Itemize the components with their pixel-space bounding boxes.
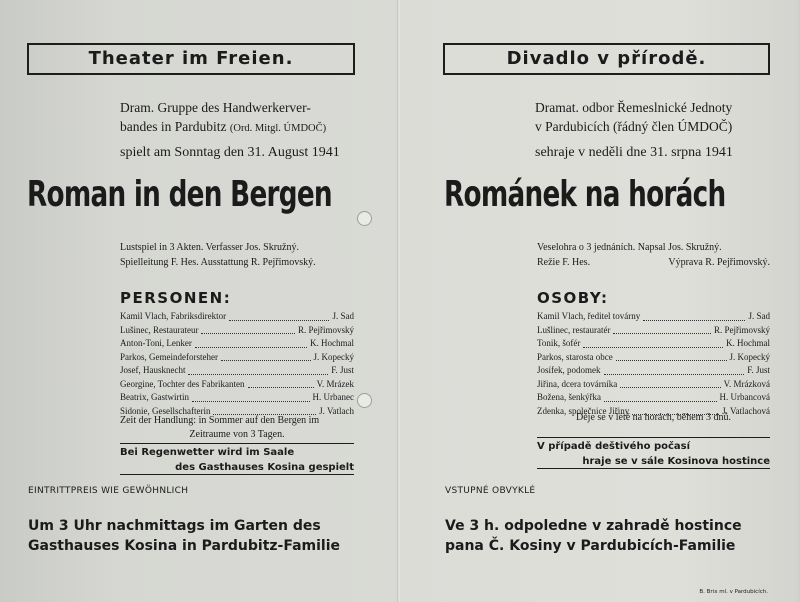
list-item <box>537 310 770 324</box>
czech-director: Režie F. Hes. <box>537 257 591 268</box>
list-item <box>120 324 354 338</box>
czech-org-line1: Dramat. odbor Řemeslnické Jednoty <box>535 100 733 115</box>
czech-org-line2: v Pardubicích (řádný člen ÚMDOČ) <box>535 119 733 134</box>
dot-leader <box>192 401 310 402</box>
german-org-line2-wrap <box>120 117 326 138</box>
czech-venue-line2: pana Č. Kosiny v Pardubicích-Familie <box>445 538 736 554</box>
czech-poster <box>400 0 798 602</box>
german-play-title: Roman in den Bergen <box>27 174 332 215</box>
czech-venue <box>445 516 742 556</box>
german-entry-price: EINTRITTPREIS WIE GEWÖHNLICH <box>28 486 189 496</box>
czech-credits-line2 <box>537 255 770 270</box>
cast-actor: H. Urbanec <box>312 392 354 402</box>
czech-entry-price: VSTUPNÉ OBVYKLÉ <box>445 486 536 496</box>
list-item <box>537 391 770 405</box>
german-cast-list <box>120 310 354 418</box>
cast-role: Beatrix, Gastwirtin <box>120 392 189 402</box>
cast-role: Lušinec, Restaurateur <box>120 324 199 335</box>
list-item <box>120 351 354 365</box>
dot-leader <box>616 360 727 361</box>
czech-organizer <box>535 98 732 136</box>
german-org-line1: Dram. Gruppe des Handwerkerver- <box>120 100 311 115</box>
cast-actor: K. Hochmal <box>726 338 770 348</box>
cast-actor: J. Kopecký <box>313 351 354 362</box>
czech-rain-note <box>537 437 770 469</box>
german-credits <box>120 240 316 270</box>
list-item <box>537 351 770 365</box>
czech-cast-list <box>537 310 770 418</box>
cast-role: Zdenka, společnice Jiřiny <box>537 405 630 416</box>
dot-leader <box>188 374 328 375</box>
czech-rain-line2: hraje se v sále Kosinova hostince <box>582 456 770 467</box>
cast-role: Lušlinec, restauratér <box>537 324 611 335</box>
cast-role: Parkos, Gemeindeforsteher <box>120 351 218 362</box>
cast-actor: J. Sad <box>748 311 770 321</box>
czech-cast-heading: OSOBY: <box>537 289 609 307</box>
cast-actor: H. Urbancová <box>719 392 770 402</box>
cast-role: Anton-Toni, Lenker <box>120 338 192 348</box>
list-item <box>537 364 770 378</box>
list-item <box>120 378 354 392</box>
german-organizer <box>120 98 326 138</box>
german-venue <box>28 516 340 556</box>
list-item <box>537 324 770 338</box>
german-org-note: (Ord. Mitgl. ÚMDOČ) <box>229 123 327 134</box>
cast-role: Josífek, podomek <box>537 365 601 375</box>
german-credits-line2: Spielleitung F. Hes. Ausstattung R. Pejřimovský. <box>120 257 316 268</box>
dot-leader <box>221 360 311 361</box>
cast-role: Kamil Vlach, ředitel továrny <box>537 311 641 321</box>
dot-leader <box>613 333 711 334</box>
cast-actor: F. Just <box>331 365 354 375</box>
punch-hole <box>357 393 372 408</box>
cast-role: Sidonie, Gesellschafterin <box>120 405 211 416</box>
cast-actor: R. Pejřimovský <box>297 324 354 335</box>
german-venue-line1: Um 3 Uhr nachmittags im Garten des <box>28 518 321 534</box>
list-item <box>120 364 354 378</box>
czech-design: Výprava R. Pejřimovský. <box>668 257 770 268</box>
german-rain-note <box>120 443 354 475</box>
cast-actor: J. Kopecký <box>729 351 770 362</box>
czech-venue-line1: Ve 3 h. odpoledne v zahradě hostince <box>445 518 742 534</box>
cast-actor: F. Just <box>747 365 770 375</box>
czech-time-note: Děje se v létě na horách, během 3 dnů. <box>576 412 731 423</box>
german-time-line2: Zeitraume von 3 Tagen. <box>189 429 285 440</box>
czech-credits <box>537 240 770 270</box>
german-title: Theater im Freien. <box>27 43 355 75</box>
czech-date: sehraje v neděli dne 31. srpna 1941 <box>535 145 733 160</box>
cast-role: Božena, šenkýřka <box>537 392 601 402</box>
german-venue-line2: Gasthauses Kosina in Pardubitz-Familie <box>28 538 341 554</box>
cast-role: Josef, Hausknecht <box>120 365 186 375</box>
cast-actor: J. Sad <box>332 311 354 321</box>
german-time-note <box>120 414 354 442</box>
list-item <box>537 337 770 351</box>
dot-leader <box>195 347 307 348</box>
printer-imprint: B. Brix ml. v Pardubicích. <box>699 589 768 595</box>
cast-role: Tonik, šofér <box>537 338 581 348</box>
list-item <box>120 391 354 405</box>
czech-title: Divadlo v přírodě. <box>443 43 770 75</box>
list-item <box>537 378 770 392</box>
list-item <box>120 310 354 324</box>
cast-actor: K. Hochmal <box>310 338 354 348</box>
dot-leader <box>643 320 745 321</box>
german-org-line2: bandes in Pardubitz <box>120 119 227 134</box>
cast-actor: J. Vatlachová <box>722 405 770 416</box>
cast-role: Kamil Vlach, Fabriksdirektor <box>120 311 227 321</box>
dot-leader <box>620 387 720 388</box>
german-time-line1: Zeit der Handlung: in Sommer auf den Bergen im <box>120 415 320 426</box>
dot-leader <box>229 320 329 321</box>
czech-credits-line1: Veselohra o 3 jednáních. Napsal Jos. Skružný. <box>537 242 722 253</box>
dot-leader <box>201 333 295 334</box>
german-cast-heading: PERSONEN: <box>120 289 232 307</box>
german-date: spielt am Sonntag den 31. August 1941 <box>120 145 340 160</box>
german-rain-line1: Bei Regenwetter wird im Saale <box>120 447 295 458</box>
czech-play-title: Románek na horách <box>444 174 726 215</box>
cast-role: Georgine, Tochter des Fabrikanten <box>120 378 245 389</box>
list-item <box>120 337 354 351</box>
cast-actor: R. Pejřimovský <box>713 324 770 335</box>
german-rain-line2: des Gasthauses Kosina gespielt <box>175 462 354 473</box>
german-credits-line1: Lustspiel in 3 Akten. Verfasser Jos. Skružný. <box>120 242 299 253</box>
cast-role: Parkos, starosta obce <box>537 351 613 362</box>
punch-hole <box>357 211 372 226</box>
cast-role: Jiřina, dcera továrníka <box>537 378 618 389</box>
dot-leader <box>583 347 723 348</box>
dot-leader <box>604 374 745 375</box>
dot-leader <box>248 387 314 388</box>
czech-rain-line1: V případě deštivého počasí <box>537 441 691 452</box>
cast-actor: V. Mrázková <box>723 378 770 389</box>
cast-actor: J. Vatlach <box>319 405 354 416</box>
dot-leader <box>604 401 717 402</box>
german-poster <box>0 0 398 602</box>
cast-actor: V. Mrázek <box>316 378 354 389</box>
